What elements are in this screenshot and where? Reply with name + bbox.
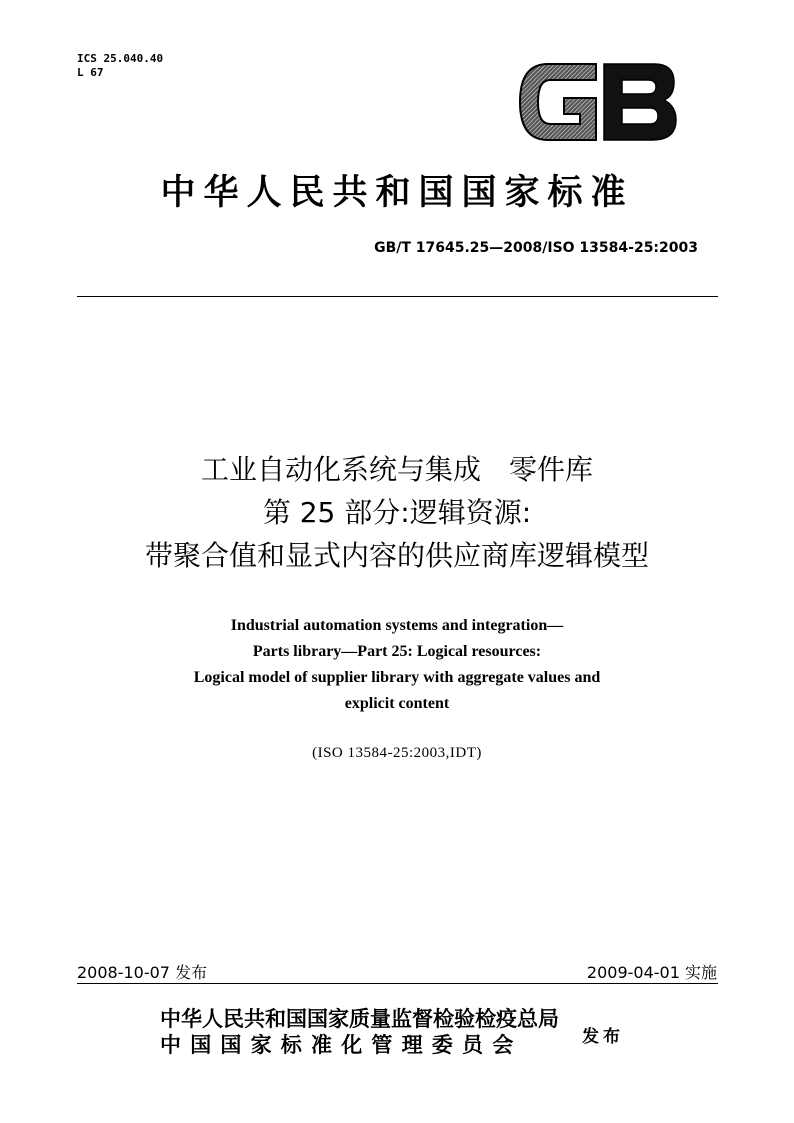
standard-number: GB/T 17645.25—2008/ISO 13584-25:2003 (374, 240, 698, 256)
logo-text: GB (518, 62, 520, 63)
national-standard-title: 中华人民共和国国家标准 (160, 172, 634, 213)
english-title-line-2: Parts library—Part 25: Logical resources: (252, 643, 542, 660)
english-title-line-1: Industrial automation systems and integration— (230, 617, 564, 634)
classification-codes (77, 52, 163, 80)
iso-equivalence: (ISO 13584-25:2003,IDT) (312, 745, 482, 761)
chinese-title-line-2: 第 25 部分:逻辑资源: (262, 496, 532, 529)
chinese-title (40, 448, 754, 577)
implementation-date: 2009-04-01 实施 (586, 963, 717, 982)
issue-date: 2008-10-07 发布 (77, 963, 208, 982)
chinese-title-line-1: 工业自动化系统与集成 零件库 (200, 453, 593, 486)
english-title-line-3: Logical model of supplier library with aggregate values and (193, 669, 601, 686)
english-title (100, 613, 694, 717)
publish-label: 发布 (582, 1027, 624, 1047)
gb-logo (518, 62, 678, 142)
chinese-title-line-3: 带聚合值和显式内容的供应商库逻辑模型 (144, 539, 649, 572)
issuing-organizations (160, 1006, 559, 1058)
issuer-sac: 中国国家标准化管理委员会 (160, 1032, 523, 1057)
header-divider (77, 296, 718, 297)
english-title-line-4: explicit content (344, 695, 450, 712)
ics-code: ICS 25.040.40 (77, 52, 164, 65)
ccs-code: L 67 (77, 66, 104, 79)
footer-divider (77, 983, 718, 984)
issuer-aqsiq: 中华人民共和国国家质量监督检验检疫总局 (160, 1006, 559, 1031)
